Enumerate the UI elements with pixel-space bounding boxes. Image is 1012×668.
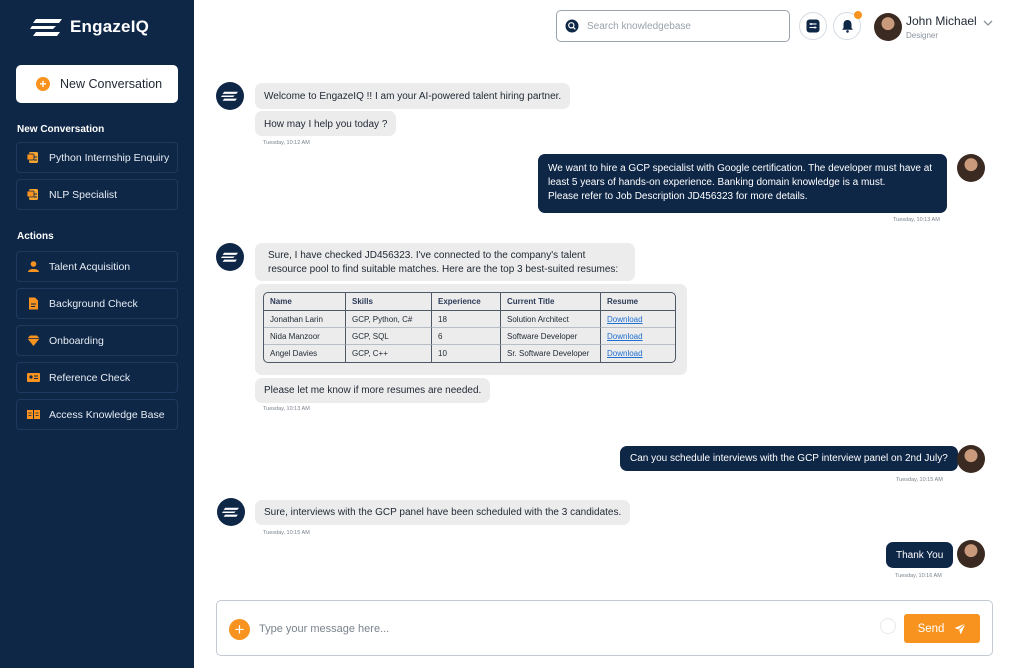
document-icon [27,297,40,310]
book-icon [27,408,40,421]
id-card-icon [27,371,40,384]
sidebar-item-nlp-specialist[interactable] [16,179,178,210]
user-message: We want to hire a GCP specialist with Google certification. The developer must have at least 5 years of hands-on experience. Banking domain knowledge is a must. Please refer to Job Description JD456323 for more details. [538,154,947,213]
message-timestamp: Tuesday, 10:13 AM [263,406,310,412]
message-timestamp: Tuesday, 10:13 AM [893,217,940,223]
sidebar-item-knowledge-base[interactable] [16,399,178,430]
search-icon [565,19,579,33]
sidebar [0,0,194,668]
message-timestamp: Tuesday, 10:16 AM [895,573,942,579]
sidebar-item-reference-check[interactable] [16,362,178,393]
table-cell: Solution Architect [501,311,601,328]
table-cell [601,345,675,362]
bot-message: Sure, I have checked JD456323. I've connected to the company's talent resource pool to find suitable matches. Here are the top 3 best-suited resumes: [255,243,635,281]
bot-logo-icon [222,506,240,518]
user-message: Can you schedule interviews with the GCP interview panel on 2nd July? [620,446,958,471]
bot-logo-icon [221,90,239,102]
bot-message: How may I help you today ? [255,111,396,136]
user-avatar-small [957,154,985,182]
send-label: Send [917,622,945,635]
message-timestamp: Tuesday, 10:12 AM [263,140,310,146]
app-logo[interactable] [30,15,149,39]
table-cell: 6 [432,328,501,345]
table-cell [601,311,675,328]
sidebar-item-talent-acquisition[interactable] [16,251,178,282]
chat-doc-icon [27,188,40,201]
user-message: Thank You [886,542,953,568]
table-cell: GCP, Python, C# [346,311,432,328]
sidebar-item-python-internship[interactable] [16,142,178,173]
notification-button[interactable] [833,12,861,40]
new-conversation-label: New Conversation [60,77,163,91]
user-avatar-small [957,445,985,473]
conversations-section-title: New Conversation [17,124,105,135]
chat-doc-icon [27,151,40,164]
table-header-row [264,293,675,311]
table-cell: 18 [432,311,501,328]
sidebar-item-label: Python Internship Enquiry [49,151,170,164]
download-link[interactable]: Download [607,314,643,324]
plus-icon: + [36,77,50,91]
table-row [264,311,675,328]
diamond-icon [27,334,40,347]
table-cell: GCP, SQL [346,328,432,345]
user-avatar[interactable] [874,13,902,41]
table-cell [601,328,675,345]
sidebar-item-label: Talent Acquisition [49,260,131,273]
search-box[interactable] [556,10,790,42]
table-cell: 10 [432,345,501,362]
message-composer [216,600,993,656]
resume-table [263,292,676,363]
column-header: Experience [432,293,501,311]
sidebar-item-label: Reference Check [49,371,131,384]
table-cell: Jonathan Larin [264,311,346,328]
table-cell: Nida Manzoor [264,328,346,345]
logo-icon [30,17,64,37]
bot-avatar [216,82,244,110]
user-role: Designer [906,31,939,40]
notification-dot [854,11,862,19]
bot-message: Sure, interviews with the GCP panel have been scheduled with the 3 candidates. [255,500,630,525]
sidebar-item-onboarding[interactable] [16,325,178,356]
actions-section-title: Actions [17,231,54,242]
emoji-icon[interactable] [880,618,896,634]
download-link[interactable]: Download [607,349,643,358]
table-cell: Angel Davies [264,345,346,362]
chat-list-button[interactable] [799,12,827,40]
table-cell: Software Developer [501,328,601,345]
chat-list-icon [806,19,820,33]
table-cell: Sr. Software Developer [501,345,601,362]
message-timestamp: Tuesday, 10:15 AM [263,530,310,536]
sidebar-item-label: Access Knowledge Base [49,408,165,421]
user-name: John Michael [906,14,977,28]
resume-table-bubble [255,284,687,375]
bot-logo-icon [221,251,239,263]
new-conversation-button[interactable] [16,65,178,103]
sidebar-item-label: Background Check [49,297,138,310]
download-link[interactable]: Download [607,331,643,341]
send-button[interactable] [904,614,980,643]
attach-button[interactable]: + [229,619,250,640]
column-header: Name [264,293,346,311]
bot-avatar [217,498,245,526]
table-row [264,328,675,345]
app-name: EngazeIQ [70,17,150,36]
bell-icon [841,19,854,33]
message-timestamp: Tuesday, 10:15 AM [896,477,943,483]
sidebar-item-background-check[interactable] [16,288,178,319]
column-header: Resume [601,293,675,311]
bot-avatar [216,243,244,271]
chevron-down-icon[interactable] [983,20,993,27]
bot-message: Please let me know if more resumes are needed. [255,378,490,403]
table-row [264,345,675,362]
search-input[interactable] [587,21,777,32]
sidebar-item-label: Onboarding [49,334,104,347]
sidebar-item-label: NLP Specialist [49,188,118,201]
column-header: Current Title [501,293,601,311]
message-input[interactable] [259,619,859,639]
send-icon [954,623,966,635]
bot-message: Welcome to EngazeIQ !! I am your AI-powered talent hiring partner. [255,83,570,109]
table-cell: GCP, C++ [346,345,432,362]
column-header: Skills [346,293,432,311]
person-icon [27,260,40,273]
user-avatar-small [957,540,985,568]
